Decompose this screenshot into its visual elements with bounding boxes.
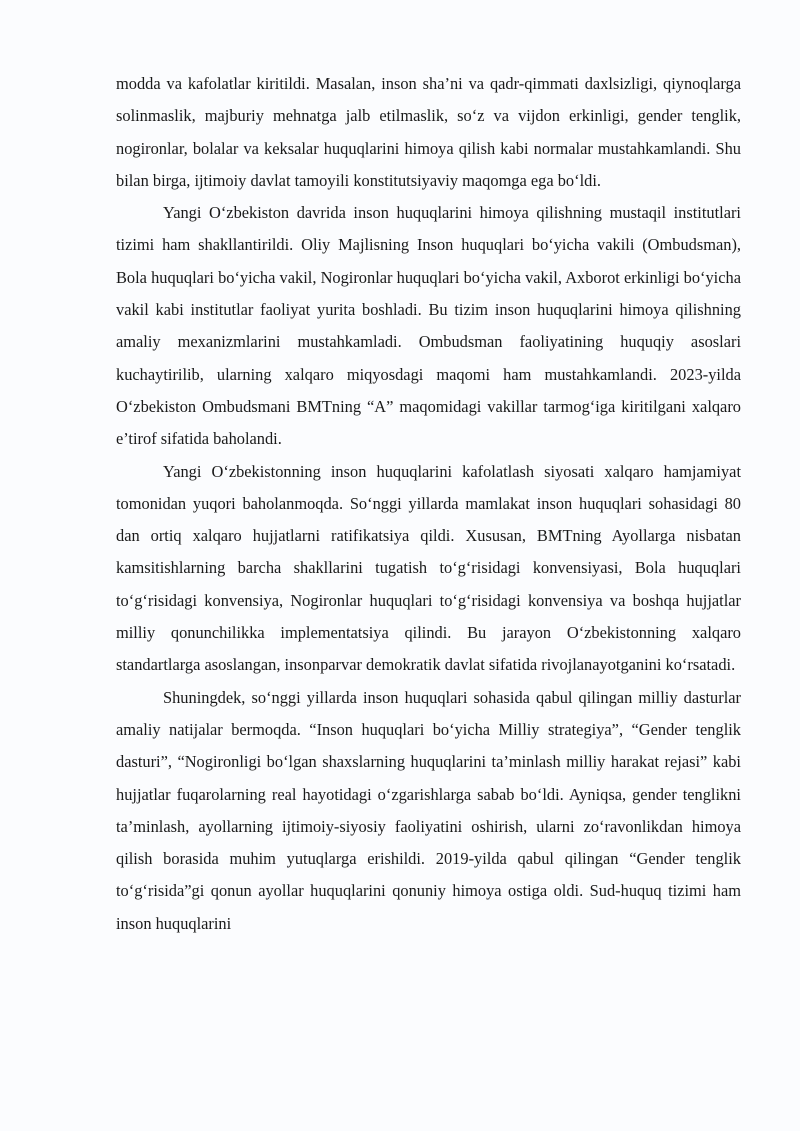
document-page — [116, 68, 741, 940]
paragraph: Yangi O‘zbekistonning inson huquqlarini kafolatlash siyosati xalqaro hamjamiyat tomonidan yuqori baholanmoqda. So‘nggi yillarda mamlakat inson huquqlari sohasidagi 80 dan ortiq xalqaro hujjatlarni ratifikatsiya qildi. Xususan, BMTning Ayollarga nisbatan kamsitishlarning barcha shakllarini tugatish to‘g‘risidagi konvensiyasi, Bola huquqlari to‘g‘risidagi konvensiya, Nogironlar huquqlari to‘g‘risidagi konvensiya va boshqa hujjatlar milliy qonunchilikka implementatsiya qilindi. Bu jarayon O‘zbekistonning xalqaro standartlarga asoslangan, insonparvar demokratik davlat sifatida rivojlanayotganini ko‘rsatadi. — [116, 461, 741, 675]
paragraph: Shuningdek, so‘nggi yillarda inson huquqlari sohasida qabul qilingan milliy dasturlar amaliy natijalar bermoqda. “Inson huquqlari bo‘yicha Milliy strategiya”, “Gender tenglik dasturi”, “Nogironligi bo‘lgan shaxslarning huquqlarini ta’minlash milliy harakat rejasi” kabi hujjatlar fuqarolarning real hayotidagi o‘zgarishlarga sabab bo‘ldi. Ayniqsa, gender tenglikni ta’minlash, ayollarning ijtimoiy-siyosiy faoliyatini oshirish, ularni zo‘ravonlikdan himoya qilish borasida muhim yutuqlarga erishildi. 2019-yilda qabul qilingan “Gender tenglik to‘g‘risida”gi qonun ayollar huquqlarini qonuniy himoya ostiga oldi. Sud-huquq tizimi ham inson huquqlarini — [116, 687, 741, 933]
paragraph: Yangi O‘zbekiston davrida inson huquqlarini himoya qilishning mustaqil institutlari tizimi ham shakllantirildi. Oliy Majlisning Inson huquqlari bo‘yicha vakili (Ombudsman), Bola huquqlari bo‘yicha vakil, Nogironlar huquqlari bo‘yicha vakil, Axborot erkinligi bo‘yicha vakil kabi institutlar faoliyat yurita boshladi. Bu tizim inson huquqlarini himoya qilishning amaliy mexanizmlarini mustahkamladi. Ombudsman faoliyatining huquqiy asoslari kuchaytirilib, ularning xalqaro miqyosdagi maqomi ham mustahkamlandi. 2023-yilda O‘zbekiston Ombudsmani BMTning “A” maqomidagi vakillar tarmog‘iga kiritilgani xalqaro e’tirof sifatida baholandi. — [116, 203, 741, 449]
paragraph: modda va kafolatlar kiritildi. Masalan, inson sha’ni va qadr-qimmati daxlsizligi, qiynoqlarga solinmaslik, majburiy mehnatga jalb etilmaslik, so‘z va vijdon erkinligi, gender tenglik, nogironlar, bolalar va keksalar huquqlarini himoya qilish kabi normalar mustahkamlandi. Shu bilan birga, ijtimoiy davlat tamoyili konstitutsiyaviy maqomga ega bo‘ldi. — [116, 74, 741, 190]
